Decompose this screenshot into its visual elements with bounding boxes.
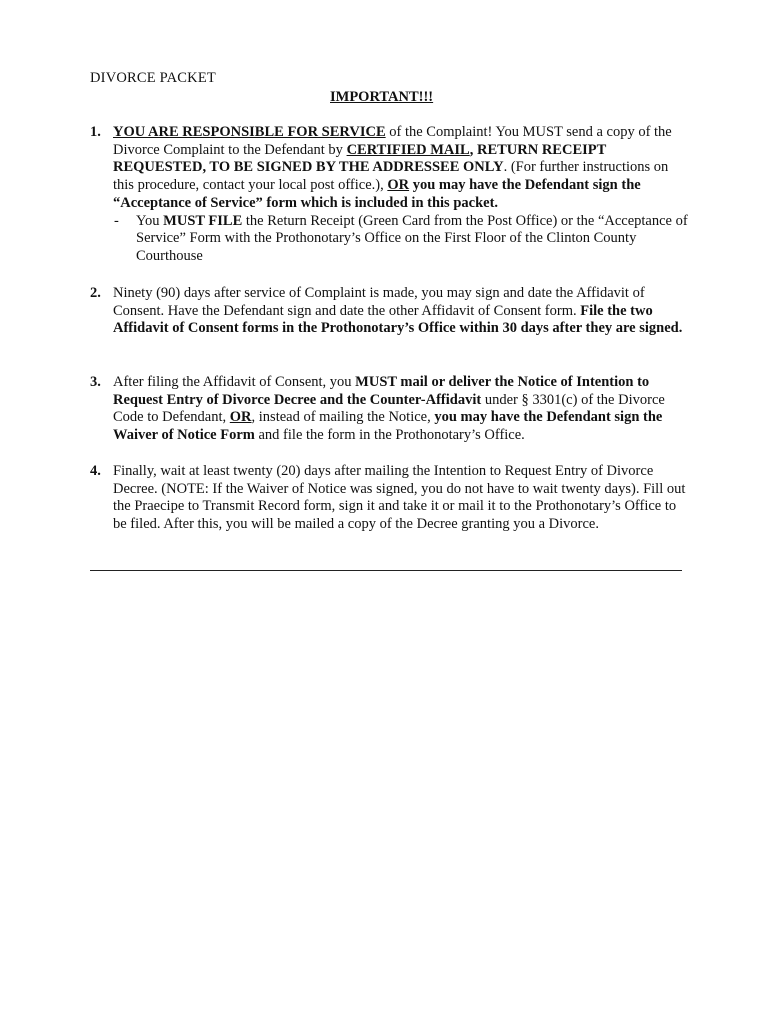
- item-number: 3.: [90, 374, 101, 390]
- sub-item: [114, 212, 690, 266]
- text-segment: ,: [469, 141, 477, 158]
- text-segment: MUST FILE: [163, 212, 243, 229]
- text-segment: File the two Affidavit of Consent forms in the Prothonotary’s Office within 30 days after they are signed.: [113, 302, 683, 337]
- text-segment: the Return Receipt (Green Card from the Post Office) or the “Acceptance of Service” Form with the Prothonotary’s Office on the First Floor of the Clinton County Courthouse: [136, 212, 688, 264]
- item-text: [113, 124, 690, 213]
- instruction-item-1: [90, 124, 690, 266]
- text-segment: you may have the Defendant sign the Waiver of Notice Form: [113, 409, 663, 444]
- text-segment: Ninety (90) days after service of Complaint is made, you may sign and date the Affidavit of Consent. Have the Defendant sign and date the other Affidavit of Consent form.: [113, 285, 645, 319]
- text-segment: , instead of mailing the Notice,: [251, 409, 435, 426]
- instruction-item-3: [90, 374, 690, 445]
- horizontal-rule: [90, 570, 682, 571]
- instruction-item-4: [90, 463, 690, 534]
- item-text: [113, 285, 690, 338]
- text-segment: Finally, wait at least twenty (20) days after mailing the Intention to Request Entry of Divorce Decree. (NOTE: If the Waiver of Notice was signed, you do not have to wait twenty days). Fill out the Praecipe to Transmit Record form, sign it and take it or mail it to the Prothonotary’s Office to be filed. After this, you will be mailed a copy of the Decree granting you a Divorce.: [113, 463, 686, 533]
- text-segment: MUST mail or deliver the Notice of Intention to Request Entry of Divorce Decree and the Counter-Affidavit: [113, 374, 650, 408]
- text-segment: You: [136, 212, 164, 229]
- document-title: DIVORCE PACKET: [90, 70, 216, 86]
- text-segment: . (For further instructions on this procedure, contact your local post office.),: [113, 159, 669, 194]
- text-segment: OR: [387, 177, 410, 194]
- item-number: 1.: [90, 124, 101, 140]
- text-segment: under § 3301(c) of the Divorce Code to Defendant,: [113, 391, 665, 426]
- important-heading: IMPORTANT!!!: [330, 89, 434, 105]
- text-segment: After filing the Affidavit of Consent, you: [113, 374, 356, 390]
- text-segment: OR: [229, 409, 252, 426]
- text-segment: and file the form in the Prothonotary’s Office.: [254, 427, 525, 444]
- instruction-item-2: [90, 285, 690, 338]
- item-text: [113, 374, 690, 445]
- item-number: 2.: [90, 285, 101, 301]
- text-segment: CERTIFIED MAIL: [346, 141, 470, 158]
- item-number: 4.: [90, 463, 101, 479]
- sub-item-dash: -: [114, 212, 119, 229]
- text-segment: you may have the Defendant sign the “Acceptance of Service” form which is included in this packet.: [113, 177, 641, 211]
- sub-item-text: [136, 213, 690, 266]
- item-text: [113, 463, 690, 534]
- text-segment: YOU ARE RESPONSIBLE FOR SERVICE: [113, 124, 386, 140]
- text-segment: of the Complaint! You MUST send a copy of the Divorce Complaint to the Defendant by: [113, 124, 672, 158]
- text-segment: RETURN RECEIPT REQUESTED, TO BE SIGNED BY THE ADDRESSEE ONLY: [113, 141, 607, 176]
